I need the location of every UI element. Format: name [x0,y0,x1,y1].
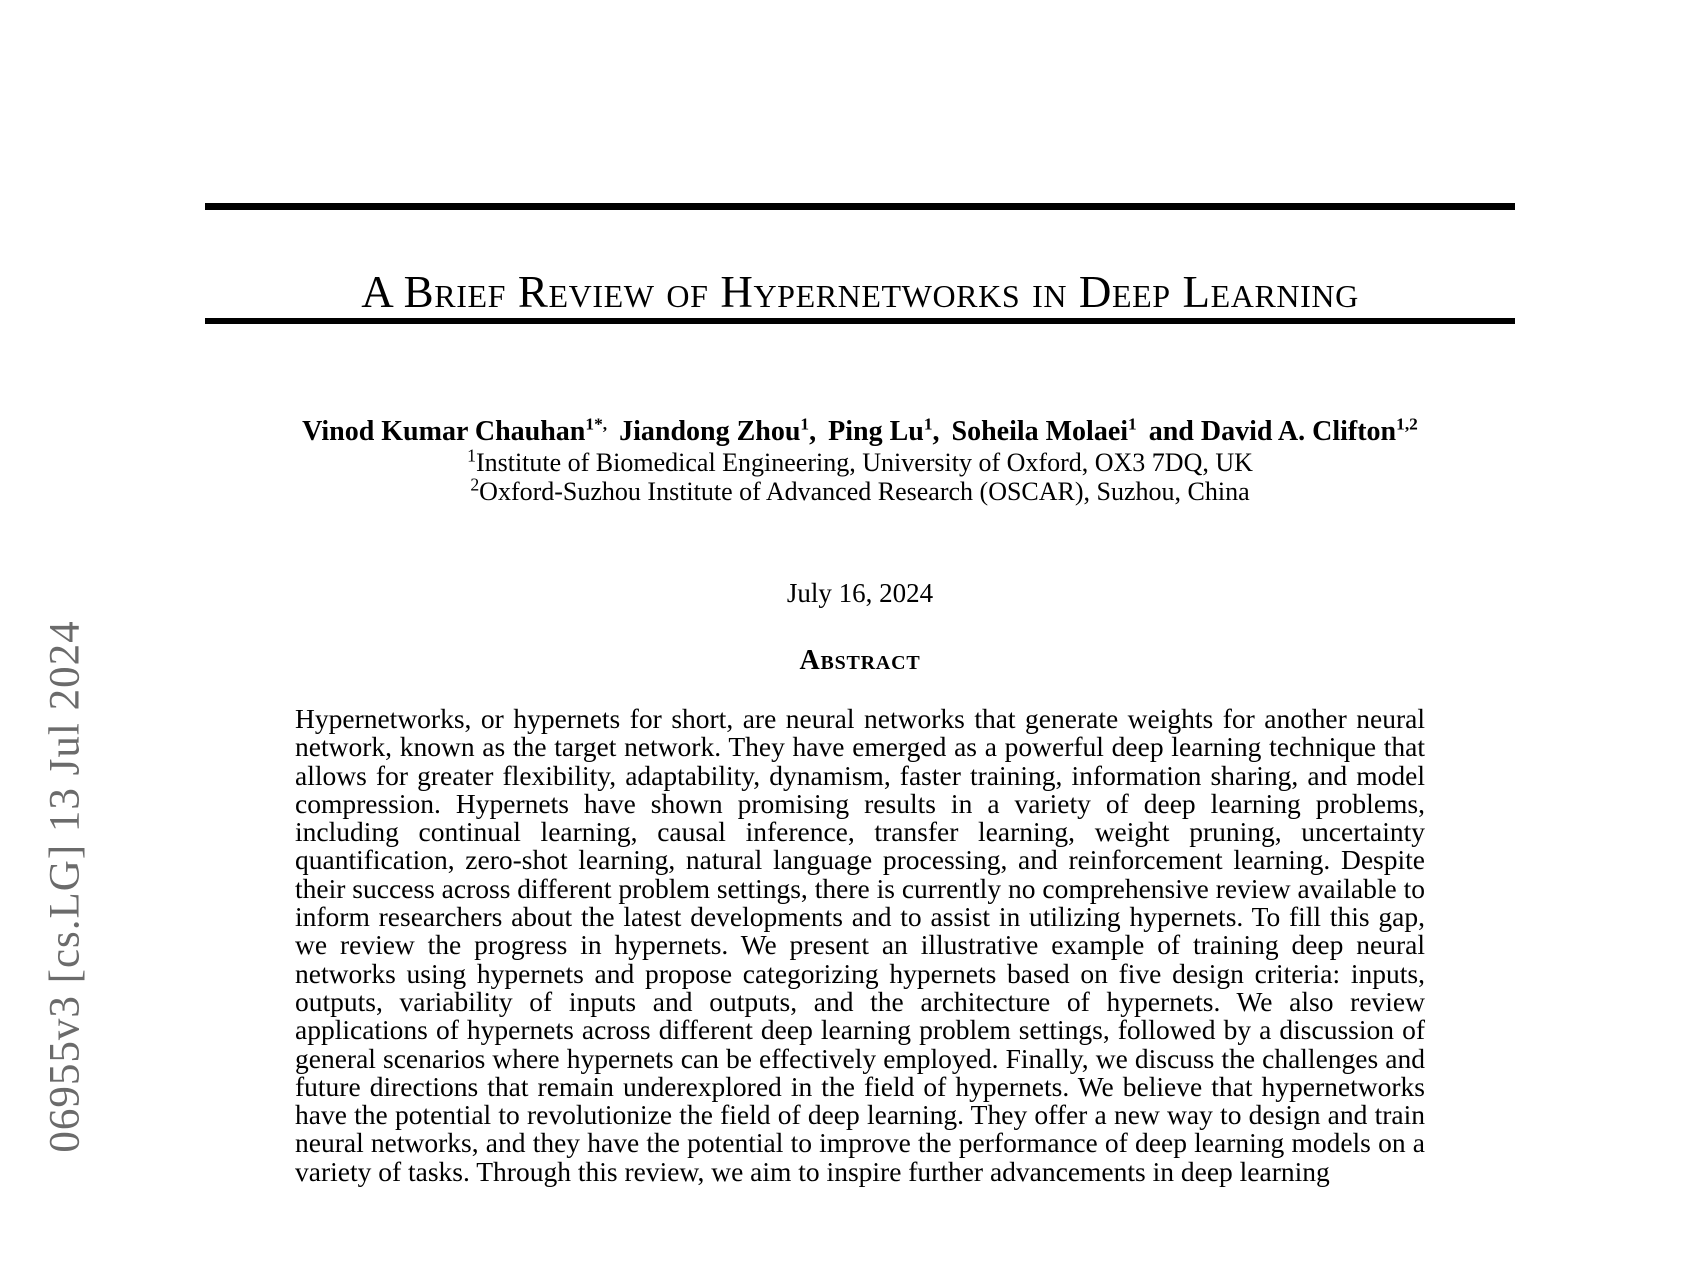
author-affiliation-marker: 1 [800,414,810,434]
author-affiliation-marker: 1 [1128,414,1137,434]
corresponding-author-marker: *, [594,414,608,434]
author-name: Jiandong Zhou [619,416,801,447]
abstract-heading: Abstract [799,645,921,676]
page-title: A Brief Review of Hypernetworks in Deep Learning [361,267,1359,318]
title-rule-bottom [205,318,1515,324]
affiliation-text: Oxford-Suzhou Institute of Advanced Research (OSCAR), Suzhou, China [479,477,1250,506]
affiliation-line-2 [205,474,1515,508]
author-name: and David A. Clifton [1148,416,1397,447]
affiliation-marker: 2 [470,474,480,495]
affiliation-text: Institute of Biomedical Engineering, University of Oxford, OX3 7DQ, UK [475,448,1253,477]
affiliation-marker: 1 [467,445,476,466]
author-list: Vinod Kumar Chauhan$^{1*,}$ Jiandong Zhou$^1$, Ping Lu$^1$, Soheila Molaei$^1$ and David A. Clifton$^{1,2}$ [302,414,1418,447]
arxiv-identifier-stamp: 06955v3 [cs.LG] 13 Jul 2024 [41,620,89,1153]
author-affiliation-marker: 1 [923,414,933,434]
author-affiliation-marker: 1,2 [1396,414,1418,434]
title-rule-top [205,203,1515,210]
paper-content-column [205,0,1515,1275]
publication-date: July 16, 2024 [786,578,934,608]
author-name: Vinod Kumar Chauhan [302,416,586,447]
affiliation-line-1 [205,445,1515,479]
author-name: Soheila Molaei [951,416,1129,447]
author-affiliation-marker: 1 [585,414,595,434]
author-name: Ping Lu [828,416,924,447]
abstract-body: Hypernetworks, or hypernets for short, are neural networks that generate weights for another neural network, known as the target network. They have emerged as a powerful deep learning technique that allows for greater flexibility, adaptability, dynamism, faster training, information sharing, and model compression. Hypernets have shown promising results in a variety of deep learning problems, including continual learning, causal inference, transfer learning, weight pruning, uncertainty quantification, zero-shot learning, natural language processing, and reinforcement learning. Despite their success across different problem settings, there is currently no comprehensive review available to inform researchers about the latest developments and to assist in utilizing hypernets. To fill this gap, we review the progress in hypernets. We present an illustrative example of training deep neural networks using hypernets and propose categorizing hypernets based on five design criteria: inputs, outputs, variability of inputs and outputs, and the architecture of hypernets. We also review applications of hypernets across different deep learning problem settings, followed by a discussion of general scenarios where hypernets can be effectively employed. Finally, we discuss the challenges and future directions that remain underexplored in the field of hypernets. We believe that hypernetworks have the potential to revolutionize the field of deep learning. They offer a new way to design and train neural networks, and they have the potential to improve the performance of deep learning models on a variety of tasks. Through this review, we aim to inspire further advancements in deep learning [295,703,1425,1187]
